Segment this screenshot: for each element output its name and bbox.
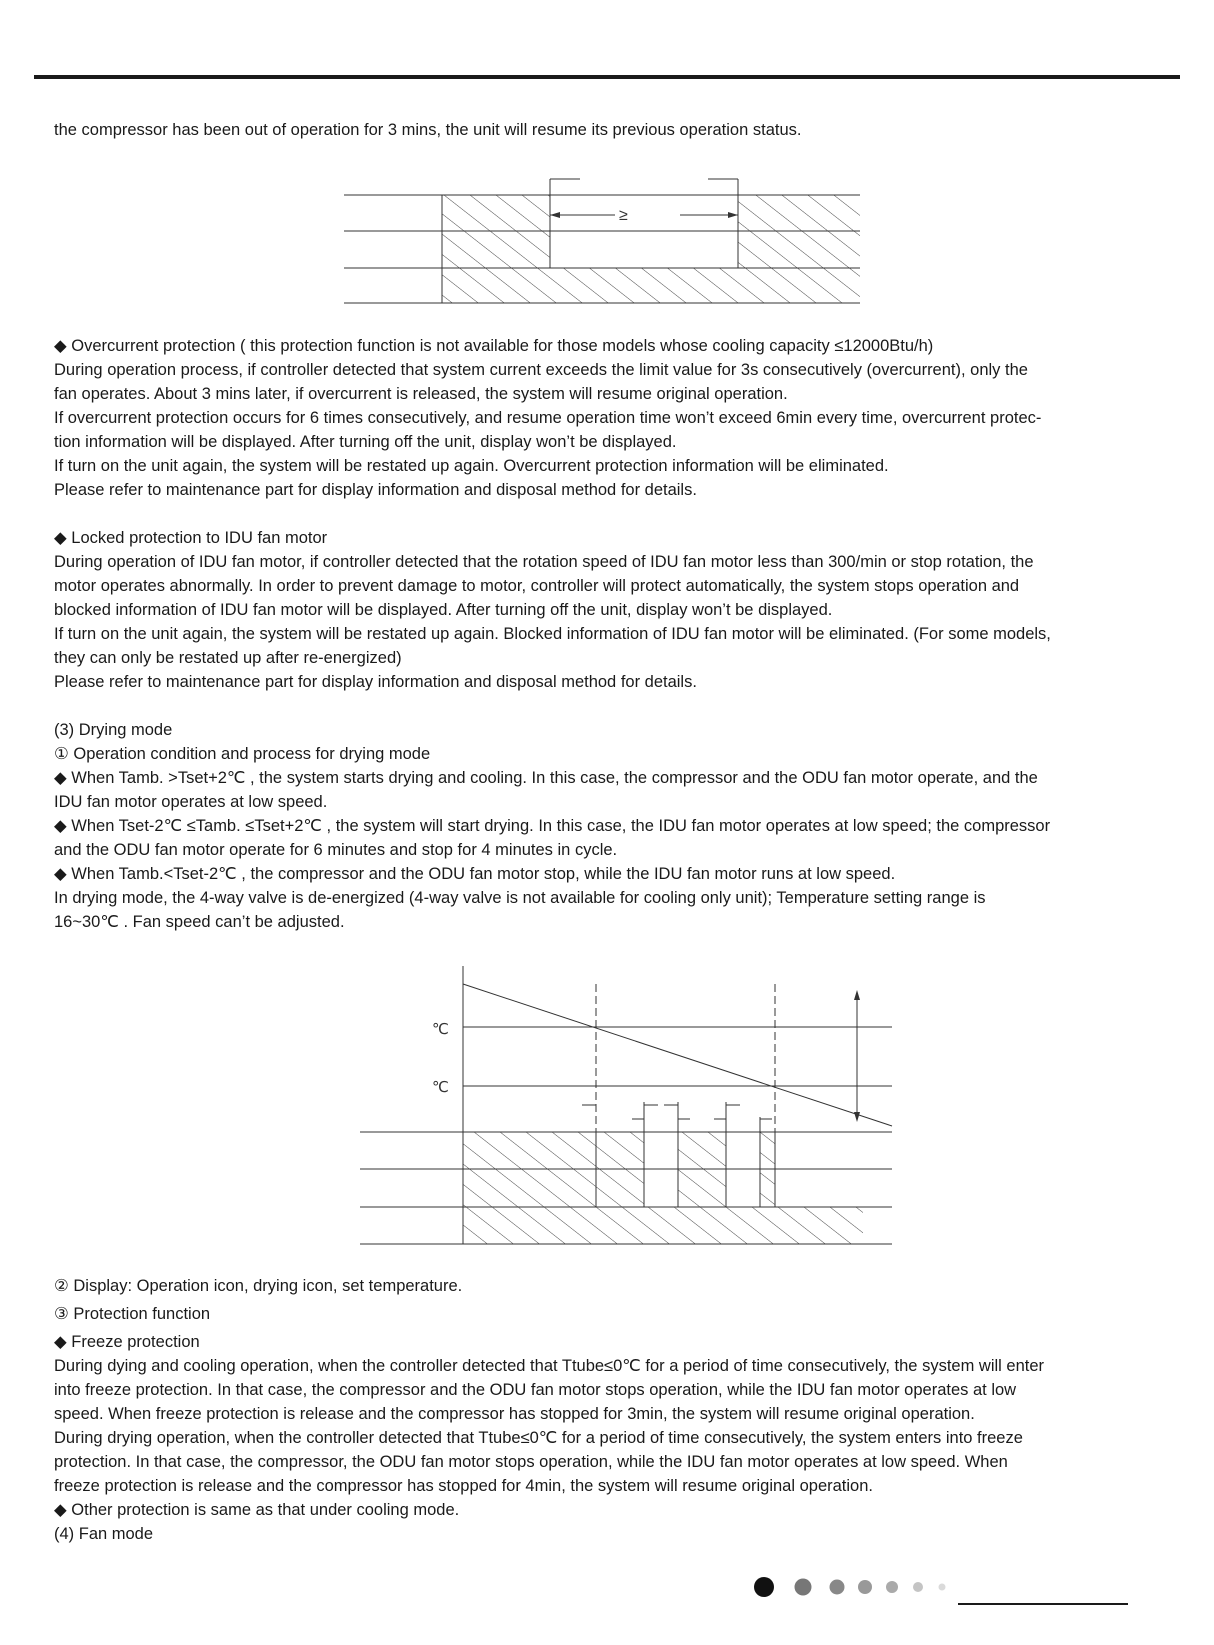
text-line: ◆ When Tamb. >Tset+2℃ , the system starts drying and cooling. In this case, the compressor and the ODU fan motor operate, and the	[54, 769, 1038, 787]
text-line: freeze protection is release and the compressor has stopped for 4min, the system will resume original operation.	[54, 1477, 873, 1495]
text-line: into freeze protection. In that case, the compressor and the ODU fan motor stops operation, while the IDU fan motor operates at low	[54, 1381, 1017, 1399]
temp-unit-upper: ℃	[432, 1020, 449, 1038]
locked-protection-paragraph	[54, 526, 1169, 694]
text-line: 16~30℃ . Fan speed can’t be adjusted.	[54, 913, 345, 931]
text-line: speed. When freeze protection is release and the compressor has stopped for 3min, the system will resume original operation.	[54, 1405, 975, 1423]
text-line: ① Operation condition and process for drying mode	[54, 745, 431, 763]
intro-paragraph	[54, 118, 1169, 142]
text-line: If overcurrent protection occurs for 6 times consecutively, and resume operation time won’t exceed 6min every time, overcurrent protec-	[54, 409, 1042, 427]
overcurrent-paragraph	[54, 334, 1169, 502]
text-line: During operation process, if controller detected that system current exceeds the limit value for 3s consecutively (overcurrent), only the	[54, 361, 1028, 379]
text-line: blocked information of IDU fan motor will be displayed. After turning off the unit, display won’t be displayed.	[54, 601, 833, 619]
footer-dot-ornament	[750, 1572, 970, 1602]
text-line: ◆ When Tset-2℃ ≤Tamb. ≤Tset+2℃ , the system will start drying. In this case, the IDU fan motor operates at low speed; the compressor	[54, 817, 1051, 835]
text-line: Please refer to maintenance part for display information and disposal method for details.	[54, 481, 697, 499]
text-line: protection. In that case, the compressor, the ODU fan motor stops operation, while the IDU fan motor operates at low speed. When	[54, 1453, 1008, 1471]
text-line: If turn on the unit again, the system will be restated up again. Blocked information of IDU fan motor will be eliminated. (For some models,	[54, 625, 1051, 643]
section-heading: (3) Drying mode	[54, 721, 173, 739]
text-line: ◆ Locked protection to IDU fan motor	[54, 529, 328, 547]
intro-line: the compressor has been out of operation for 3 mins, the unit will resume its previous operation status.	[54, 121, 802, 139]
text-line: ③ Protection function	[54, 1305, 211, 1323]
text-line: During drying operation, when the controller detected that Ttube≤0℃ for a period of time consecutively, the system enters into freeze	[54, 1429, 1023, 1447]
text-line: IDU fan motor operates at low speed.	[54, 793, 328, 811]
ge-symbol: ≥	[619, 207, 628, 224]
compressor-timing-diagram	[340, 175, 860, 305]
text-line: tion information will be displayed. After turning off the unit, display won’t be displayed.	[54, 433, 677, 451]
text-line: ◆ Other protection is same as that under cooling mode.	[54, 1501, 460, 1519]
footer-rule	[958, 1603, 1128, 1605]
text-line: If turn on the unit again, the system will be restated up again. Overcurrent protection information will be eliminated.	[54, 457, 889, 475]
text-line: they can only be restated up after re-energized)	[54, 649, 402, 667]
text-line: fan operates. About 3 mins later, if overcurrent is released, the system will resume original operation.	[54, 385, 788, 403]
text-line: ◆ Overcurrent protection ( this protection function is not available for those models whose cooling capacity ≤12000Btu/h)	[54, 337, 934, 355]
text-line: (4) Fan mode	[54, 1525, 154, 1543]
text-line: During dying and cooling operation, when the controller detected that Ttube≤0℃ for a period of time consecutively, the system will enter	[54, 1357, 1045, 1375]
drying-mode-timing-diagram	[360, 962, 900, 1247]
text-line: Please refer to maintenance part for display information and disposal method for details.	[54, 673, 697, 691]
text-line: In drying mode, the 4-way valve is de-energized (4-way valve is not available for cooling only unit); Temperature setting range is	[54, 889, 986, 907]
text-line: motor operates abnormally. In order to prevent damage to motor, controller will protect automatically, the system stops operation and	[54, 577, 1020, 595]
protection-paragraph	[54, 1274, 1169, 1546]
text-line: ② Display: Operation icon, drying icon, set temperature.	[54, 1277, 463, 1295]
text-line: ◆ Freeze protection	[54, 1333, 200, 1351]
text-line: ◆ When Tamb.<Tset-2℃ , the compressor and the ODU fan motor stop, while the IDU fan motor runs at low speed.	[54, 865, 896, 883]
text-line: During operation of IDU fan motor, if controller detected that the rotation speed of IDU fan motor less than 300/min or stop rotation, the	[54, 553, 1034, 571]
drying-mode-paragraph	[54, 718, 1169, 934]
header-rule	[34, 75, 1180, 79]
temp-unit-lower: ℃	[432, 1078, 449, 1096]
text-line: and the ODU fan motor operate for 6 minutes and stop for 4 minutes in cycle.	[54, 841, 618, 859]
